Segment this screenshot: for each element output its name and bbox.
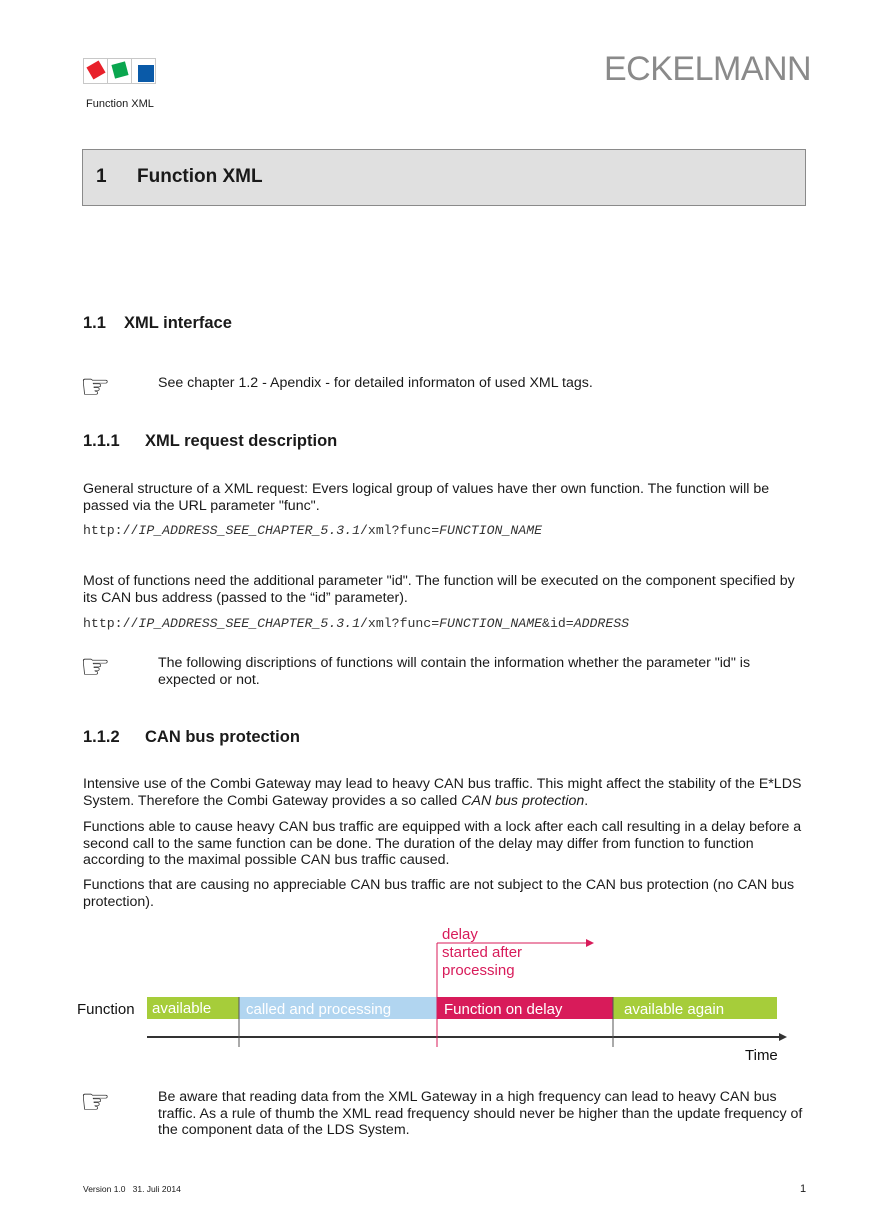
section-number: 1.1.2: [83, 728, 120, 746]
axis-label: Time: [745, 1047, 778, 1064]
delay-label-line-1: delay: [442, 926, 478, 943]
row-label: Function: [77, 1001, 135, 1018]
url-prefix: http://: [83, 523, 139, 538]
paragraph: Most of functions need the additional parameter "id". The function will be executed on the component specified by its CAN bus address (passed to the “id” parameter).: [83, 573, 795, 606]
section-title: XML interface: [124, 314, 232, 332]
url-id: ADDRESS: [573, 616, 630, 631]
chapter-number: 1: [96, 166, 107, 187]
time-axis-arrow-head: [779, 1033, 787, 1041]
url-host: IP_ADDRESS_SEE_CHAPTER_5.3.1: [138, 523, 360, 538]
section-number: 1.1: [83, 314, 106, 332]
footer-version: Version 1.0 31. Juli 2014: [83, 1184, 181, 1194]
paragraph: Functions able to cause heavy CAN bus traffic are equipped with a lock after each call resulting in a delay before a second call to the same function can be done. The duration of the delay may differ from function to function according to the maximal possible CAN bus traffic caused.: [83, 819, 802, 869]
pointing-hand-icon: ☞: [80, 367, 111, 407]
emphasis-text: CAN bus protection: [461, 792, 585, 809]
note-text: See chapter 1.2 - Apendix - for detailed informaton of used XML tags.: [158, 375, 593, 391]
note-text: Be aware that reading data from the XML Gateway in a high frequency can lead to heavy CAN bus traffic. As a rule of thumb the XML read frequency should never be higher than the update frequency of the component data of the LDS System.: [158, 1089, 803, 1139]
delay-label-line-3: processing: [442, 962, 515, 979]
paragraph-text: .: [584, 792, 589, 809]
url-id-param: &id=: [542, 616, 574, 631]
chapter-title: Function XML: [137, 166, 263, 187]
url-prefix: http://: [83, 616, 139, 631]
brand-logo-text: ECKELMANN: [604, 50, 812, 88]
pointing-hand-icon: ☞: [80, 647, 111, 687]
running-title: Function XML: [86, 98, 154, 110]
url-path: /xml?func=: [360, 523, 440, 538]
phase-label: available again: [624, 1001, 725, 1018]
paragraph: Functions that are causing no appreciable CAN bus traffic are not subject to the CAN bus protection (no CAN bus protection).: [83, 877, 795, 910]
page-number: 1: [800, 1183, 807, 1195]
section-title: CAN bus protection: [145, 728, 300, 746]
url-path: /xml?func=: [360, 616, 440, 631]
section-title: XML request description: [145, 432, 338, 450]
delay-arrow-head: [586, 939, 594, 947]
delay-label-line-2: started after: [442, 944, 523, 961]
section-number: 1.1.1: [83, 432, 120, 450]
paragraph: General structure of a XML request: Evers logical group of values have ther own function. The function will be passed via the URL parameter "func".: [83, 481, 770, 514]
note-text: The following discriptions of functions will contain the information whether the parameter "id" is expected or not.: [158, 655, 751, 688]
phase-label: available: [152, 1000, 212, 1017]
paragraph-text: Intensive use of the Combi Gateway may lead to heavy CAN bus traffic. This might affect the stability of the E*LDS System. Therefore the Combi Gateway provides a so called: [83, 776, 802, 809]
url-host: IP_ADDRESS_SEE_CHAPTER_5.3.1: [138, 616, 360, 631]
phase-label: Function on delay: [444, 1001, 563, 1018]
phase-label: called and processing: [246, 1001, 392, 1018]
url-func: FUNCTION_NAME: [439, 523, 543, 538]
pointing-hand-icon: ☞: [80, 1082, 111, 1122]
url-func: FUNCTION_NAME: [439, 616, 543, 631]
